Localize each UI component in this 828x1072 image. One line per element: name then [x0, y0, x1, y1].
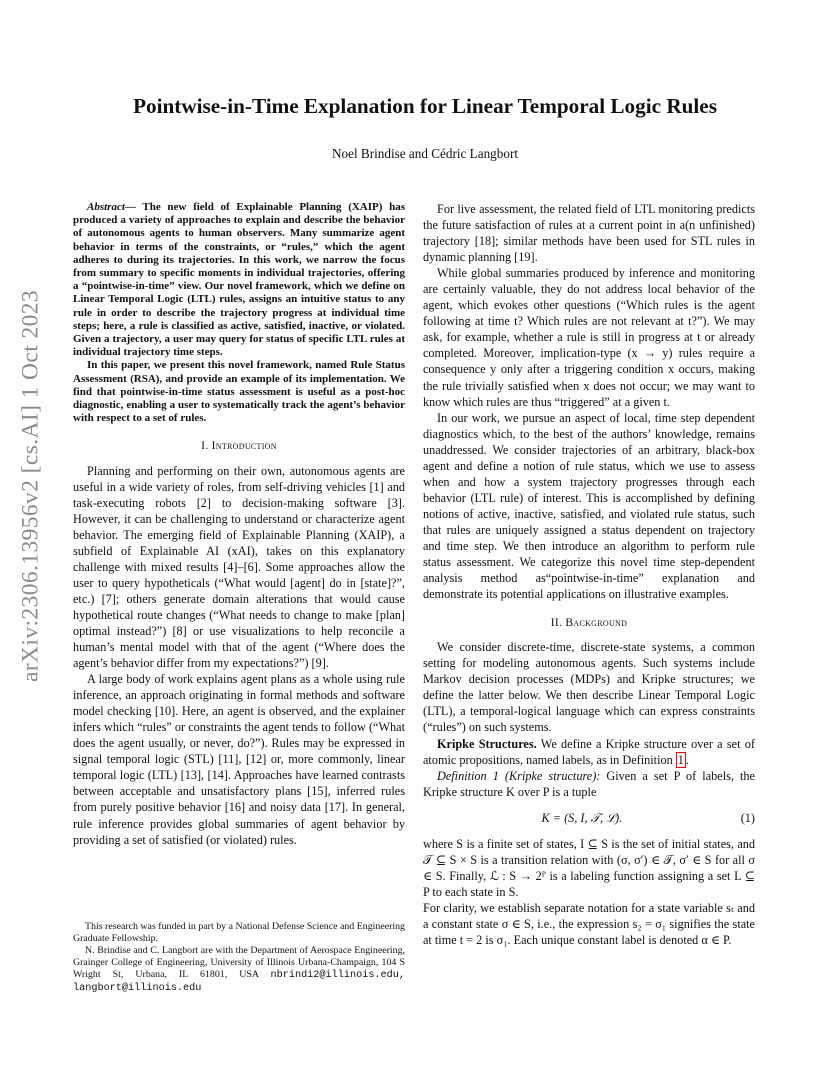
- kripke-paragraph: Kripke Structures. We define a Kripke structure over a set of atomic propositions, named labels, as in Definition 1 .: [423, 736, 756, 767]
- left-column: [73, 201, 405, 848]
- footnotes: [73, 921, 405, 994]
- definition-paragraph: where S is a finite set of states, I ⊆ S is the set of initial states, and 𝒯 ⊆ S × S is a transition relation with (σ, σ′) ∈ 𝒯, σ′ ∈ S for all σ ∈ S. Finally, ℒ : S → 2ᴾ is a labeling function assigning a set L ⊆ P to each state in S.: [423, 836, 755, 899]
- right-paragraph-1: For live assessment, the related field of LTL monitoring predicts the future satisfaction of rules at a current point in a(n unfinished) trajectory [18]; similar methods have been used for STL rules in dynamic planning [19].: [423, 202, 755, 265]
- right-paragraph-3: In our work, we pursue an aspect of local, time step dependent diagnostics which, to the best of the authors’ knowledge, remains unaddressed. We consider trajectories of an arbitrary, black-box agent and define a notion of rule status, which we use to assess when and how a system trajectory progresses through each behavior (LTL rule) of interest. This is accomplished by defining notions of active, inactive, satisfied, and violated rule status, such that rules are uniquely assigned a status dependent on trajectory and time step. We then introduce an algorithm to perform rule status assessment. We categorize this novel time step-dependent analysis method as“pointwise-in-time” explanation and demonstrate its potential applications on illustrative examples.: [423, 410, 755, 602]
- abstract-paragraph-2: In this paper, we present this novel framework, named Rule Status Assessment (RSA), and provide an example of its implementation. We find that pointwise-in-time status assessment is useful as a post-hoc diagnostic, enabling a user to systematically track the agent’s behavior with respect to a set of rules.: [73, 359, 405, 425]
- definition-1: Definition 1 (Kripke structure): Given a set P of labels, the Kripke structure K over P is a tuple: [423, 768, 755, 799]
- intro-paragraph-1: Planning and performing on their own, autonomous agents are useful in a wide variety of roles, from self-driving vehicles [1] and task-executing robots [2] to decision-making software [3]. However, it can be challenging to understand or characterize agent behavior. The emerging field of Explainable Planning (XAIP), a subfield of Explainable AI (xAI), takes on this explanatory challenge with mixed results [4]–[6]. Some approaches allow the user to query hypotheticals (“What would [agent] do in [state]?”, etc.) [7]; others generate domain alterations that would cause hypothetical route changes (“What needs to change to make [plan] optimal instead?”) [8] or use visualizations to help reconcile a human’s mental model with that of the agent (“Where does the agent’s behavior differ from my expectations?”) [9].: [73, 463, 405, 671]
- equation-1: [423, 810, 755, 826]
- paper-authors: Noel Brindise and Cédric Langbort: [331, 146, 519, 161]
- arxiv-identifier: arXiv:2306.13956v2 [cs.AI] 1 Oct 2023: [17, 289, 44, 683]
- right-column: [423, 201, 755, 948]
- right-paragraph-2: While global summaries produced by inference and monitoring are certainly valuable, they do not address local behavior of the agent, which evokes other questions (“Which rules is the agent following at time t? Which rules are not relevant at t?”). We may ask, for example, whether a rule is still in progress at t or already completed. Moreover, implication-type (x → y) rules require a consequence y only after a triggering condition x occurs, making the rule trivially satisfied when x does not occur; we may want to know which rules are thus “triggered” at a given t.: [423, 266, 755, 409]
- definition-lead: Definition 1 (Kripke structure):: [437, 768, 601, 783]
- notation-paragraph: For clarity, we establish separate notation for a state variable sₜ and a constant state σ ∈ S, i.e., the expression s₂ = σ₁ signifies the state at time t = 2 is σ₁. Each unique constant label is denoted α ∈ P.: [423, 900, 755, 948]
- abstract-lead: Abstract: [87, 201, 125, 213]
- abstract-text-1: The new field of Explainable Planning (XAIP) has produced a variety of approaches to explain and describe the behavior of autonomous agents to human observers. Many summarize agent behavior in terms of the constraints, or “rules,” which the agent adheres to during its trajectories. In this work, we narrow the focus from summary to specific moments in individual trajectories, offering a “pointwise-in-time” view. Our novel framework, which we define on Linear Temporal Logic (LTL) rules, assigns an intuitive status to any rule in order to describe the trajectory progress at individual time steps; here, a rule is classified as active, satisfied, inactive, or violated. Given a trajectory, a user may query for status of specific LTL rules at individual trajectory time steps.: [73, 201, 405, 359]
- equation-body: K = (S, I, 𝒯, ℒ).: [541, 810, 623, 825]
- kripke-heading: Kripke Structures.: [437, 736, 537, 751]
- intro-paragraph-2: A large body of work explains agent plans as a whole using rule inference, an approach originating in formal methods and software model checking [10]. Here, an agent is observed, and the explainer infers which “rules” or constraints the agent tends to follow (“What does the agent usually, or never, do?”). Rules may be expressed in signal temporal logic (STL) [11], [12] or, more commonly, linear temporal logic (LTL) [13], [14]. Approaches have learned contrasts between acceptable and unsatisfactory plans [15], inferred rules from purely positive behavior [16] and noisy data [17]. In general, rule inference provides global summaries of agent behavior by providing a set of satisfied (or violated) rules.: [73, 672, 405, 847]
- paper-title: Pointwise-in-Time Explanation for Linear Temporal Logic Rules: [133, 94, 717, 118]
- background-paragraph-1: We consider discrete-time, discrete-state systems, a common setting for modeling autonomous agents. Such systems include Markov decision processes (MDPs) and Kripke structures; we define the latter below. We then describe Linear Temporal Logic (LTL), a temporal-logical language which can express constraints (“rules”) on such systems.: [423, 640, 755, 735]
- abstract-paragraph-1: Abstract— The new field of Explainable Planning (XAIP) has produced a variety of approaches to explain and describe the behavior of autonomous agents to human observers. Many summarize agent behavior in terms of the constraints, or “rules,” which the agent adheres to during its trajectories. In this work, we narrow the focus from summary to specific moments in individual trajectories, offering a “pointwise-in-time” view. Our novel framework, which we define on Linear Temporal Logic (LTL) rules, assigns an intuitive status to any rule in order to describe the trajectory progress at individual time steps; here, a rule is classified as active, satisfied, inactive, or violated. Given a trajectory, a user may query for status of specific LTL rules at individual trajectory time steps.: [73, 201, 405, 359]
- author-emails: nbrindi2@illinois.edu, langbort@illinois.edu: [73, 969, 405, 994]
- footnote-affiliation: N. Brindise and C. Langbort are with the Department of Aerospace Engineering, Grainger College of Engineering, University of Illinois Urbana-Champaign, 104 S Wright St, Urbana, IL 61801, USA nbrindi2@illinois.edu, langbort@illinois.edu: [73, 944, 405, 994]
- section-heading-background: II. Background: [550, 617, 628, 630]
- section-heading-introduction: I. Introduction: [201, 440, 277, 453]
- footnote-funding: This research was funded in part by a National Defense Science and Engineering Graduate Fellowship.: [73, 921, 405, 944]
- definition-reference-link[interactable]: 1: [677, 752, 684, 767]
- equation-number: (1): [740, 810, 755, 825]
